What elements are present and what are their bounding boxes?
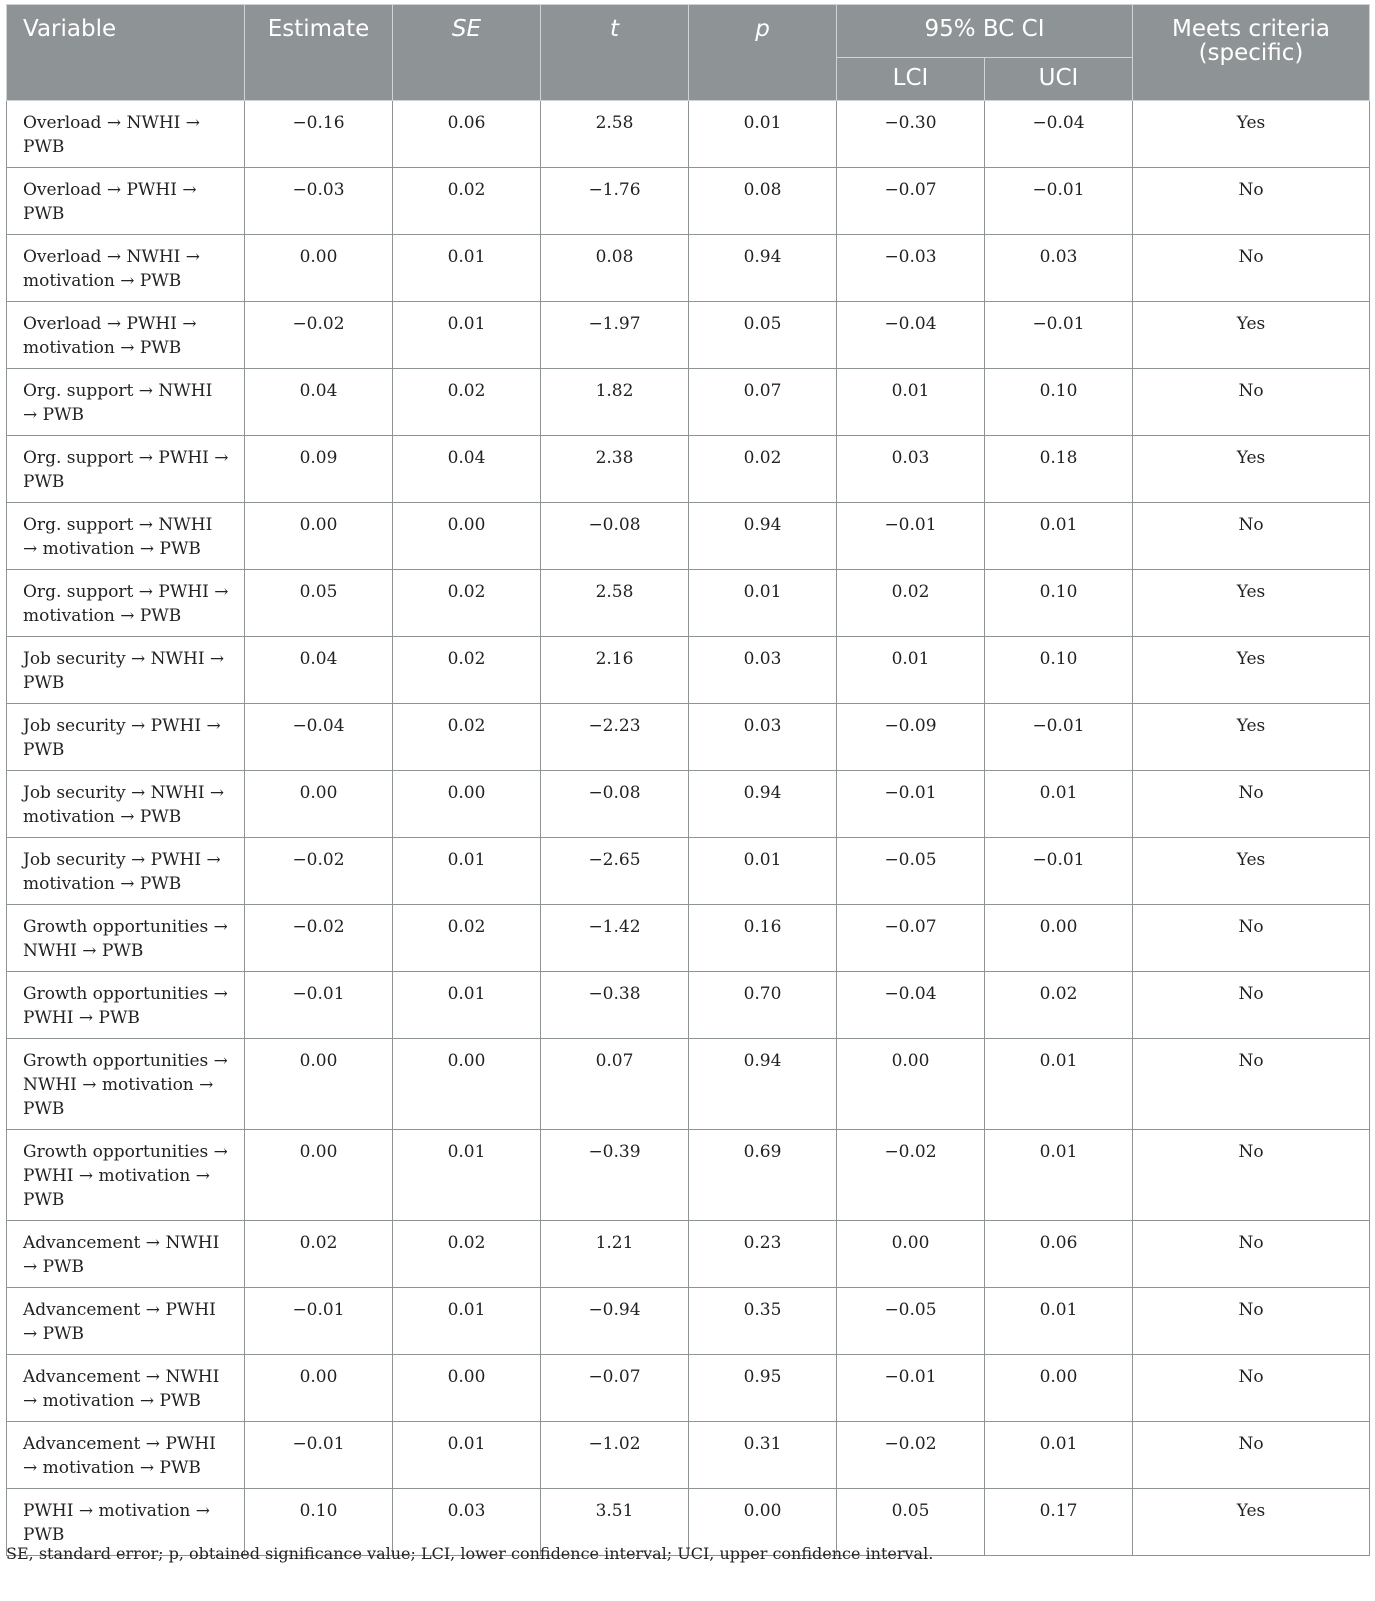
cell-t: −1.76 — [541, 168, 689, 235]
cell-uci: 0.17 — [985, 1489, 1133, 1556]
cell-meets-criteria: Yes — [1133, 302, 1370, 369]
header-ci: 95% BC CI — [837, 5, 1133, 58]
table-row — [7, 302, 1370, 369]
cell-uci: −0.01 — [985, 704, 1133, 771]
cell-se: 0.01 — [393, 235, 541, 302]
table-row — [7, 570, 1370, 637]
cell-se: 0.00 — [393, 1355, 541, 1422]
cell-t: −0.07 — [541, 1355, 689, 1422]
cell-meets-criteria: No — [1133, 168, 1370, 235]
cell-estimate: 0.00 — [245, 235, 393, 302]
table-row — [7, 972, 1370, 1039]
cell-t: −1.97 — [541, 302, 689, 369]
cell-lci: 0.01 — [837, 637, 985, 704]
header-se: SE — [393, 5, 541, 101]
cell-variable: Overload → NWHI → PWB — [7, 101, 245, 168]
cell-se: 0.02 — [393, 1221, 541, 1288]
cell-uci: 0.02 — [985, 972, 1133, 1039]
cell-meets-criteria: Yes — [1133, 101, 1370, 168]
cell-estimate: −0.01 — [245, 1288, 393, 1355]
cell-se: 0.01 — [393, 972, 541, 1039]
cell-se: 0.02 — [393, 369, 541, 436]
cell-estimate: 0.00 — [245, 503, 393, 570]
cell-lci: −0.07 — [837, 168, 985, 235]
table-row — [7, 1355, 1370, 1422]
cell-lci: 0.05 — [837, 1489, 985, 1556]
cell-t: 0.08 — [541, 235, 689, 302]
table-row — [7, 704, 1370, 771]
cell-lci: −0.30 — [837, 101, 985, 168]
cell-meets-criteria: Yes — [1133, 704, 1370, 771]
cell-uci: −0.01 — [985, 168, 1133, 235]
table-row — [7, 168, 1370, 235]
cell-se: 0.01 — [393, 1422, 541, 1489]
cell-t: 2.58 — [541, 101, 689, 168]
cell-p: 0.00 — [689, 1489, 837, 1556]
cell-p: 0.70 — [689, 972, 837, 1039]
cell-estimate: −0.01 — [245, 972, 393, 1039]
cell-se: 0.01 — [393, 1130, 541, 1221]
header-lci: LCI — [837, 58, 985, 101]
cell-lci: −0.04 — [837, 302, 985, 369]
cell-meets-criteria: No — [1133, 369, 1370, 436]
header-uci: UCI — [985, 58, 1133, 101]
header-meets-criteria — [1133, 5, 1370, 101]
cell-variable: Advancement → PWHI → PWB — [7, 1288, 245, 1355]
cell-t: −0.94 — [541, 1288, 689, 1355]
cell-variable: Org. support → NWHI → motivation → PWB — [7, 503, 245, 570]
cell-t: 1.82 — [541, 369, 689, 436]
cell-meets-criteria: No — [1133, 1221, 1370, 1288]
cell-p: 0.94 — [689, 503, 837, 570]
cell-meets-criteria: No — [1133, 1355, 1370, 1422]
header-p: p — [689, 5, 837, 101]
cell-p: 0.94 — [689, 235, 837, 302]
cell-variable: Org. support → PWHI → PWB — [7, 436, 245, 503]
cell-estimate: 0.05 — [245, 570, 393, 637]
table-row — [7, 1288, 1370, 1355]
cell-p: 0.01 — [689, 838, 837, 905]
cell-lci: 0.01 — [837, 369, 985, 436]
cell-variable: Job security → PWHI → motivation → PWB — [7, 838, 245, 905]
cell-p: 0.94 — [689, 1039, 837, 1130]
table-body — [7, 101, 1370, 1556]
cell-t: 1.21 — [541, 1221, 689, 1288]
cell-t: −1.02 — [541, 1422, 689, 1489]
cell-uci: 0.01 — [985, 503, 1133, 570]
cell-se: 0.00 — [393, 503, 541, 570]
cell-variable: Org. support → NWHI → PWB — [7, 369, 245, 436]
cell-meets-criteria: No — [1133, 905, 1370, 972]
cell-variable: Job security → NWHI → motivation → PWB — [7, 771, 245, 838]
cell-variable: Overload → NWHI → motivation → PWB — [7, 235, 245, 302]
cell-uci: 0.03 — [985, 235, 1133, 302]
cell-p: 0.03 — [689, 704, 837, 771]
cell-estimate: −0.02 — [245, 905, 393, 972]
header-estimate: Estimate — [245, 5, 393, 101]
cell-variable: PWHI → motivation → PWB — [7, 1489, 245, 1556]
cell-estimate: −0.03 — [245, 168, 393, 235]
table-row — [7, 503, 1370, 570]
cell-p: 0.94 — [689, 771, 837, 838]
cell-uci: 0.01 — [985, 771, 1133, 838]
cell-t: −0.08 — [541, 771, 689, 838]
cell-t: 2.58 — [541, 570, 689, 637]
cell-p: 0.69 — [689, 1130, 837, 1221]
cell-estimate: 0.00 — [245, 1355, 393, 1422]
cell-t: 2.38 — [541, 436, 689, 503]
cell-variable: Overload → PWHI → motivation → PWB — [7, 302, 245, 369]
cell-meets-criteria: No — [1133, 771, 1370, 838]
cell-lci: 0.02 — [837, 570, 985, 637]
cell-uci: −0.01 — [985, 302, 1133, 369]
cell-lci: −0.07 — [837, 905, 985, 972]
cell-uci: 0.00 — [985, 1355, 1133, 1422]
cell-lci: −0.09 — [837, 704, 985, 771]
cell-lci: 0.00 — [837, 1221, 985, 1288]
table-footnote: SE, standard error; p, obtained significance value; LCI, lower confidence interval; UCI, upper confidence interval. — [6, 1544, 934, 1563]
cell-se: 0.02 — [393, 637, 541, 704]
cell-lci: −0.01 — [837, 771, 985, 838]
cell-uci: −0.01 — [985, 838, 1133, 905]
cell-variable: Advancement → NWHI → motivation → PWB — [7, 1355, 245, 1422]
cell-lci: −0.05 — [837, 1288, 985, 1355]
cell-estimate: 0.10 — [245, 1489, 393, 1556]
cell-estimate: 0.09 — [245, 436, 393, 503]
cell-uci: 0.18 — [985, 436, 1133, 503]
cell-t: 0.07 — [541, 1039, 689, 1130]
cell-meets-criteria: No — [1133, 1288, 1370, 1355]
table-row — [7, 838, 1370, 905]
cell-t: −2.23 — [541, 704, 689, 771]
cell-se: 0.01 — [393, 838, 541, 905]
cell-meets-criteria: No — [1133, 503, 1370, 570]
cell-meets-criteria: Yes — [1133, 570, 1370, 637]
cell-estimate: 0.04 — [245, 369, 393, 436]
cell-lci: −0.02 — [837, 1130, 985, 1221]
cell-p: 0.01 — [689, 570, 837, 637]
table-row — [7, 771, 1370, 838]
cell-variable: Growth opportunities → PWHI → motivation → PWB — [7, 1130, 245, 1221]
cell-estimate: −0.01 — [245, 1422, 393, 1489]
cell-se: 0.02 — [393, 704, 541, 771]
table-row — [7, 637, 1370, 704]
cell-p: 0.08 — [689, 168, 837, 235]
cell-variable: Org. support → PWHI → motivation → PWB — [7, 570, 245, 637]
cell-variable: Growth opportunities → NWHI → PWB — [7, 905, 245, 972]
cell-uci: 0.01 — [985, 1288, 1133, 1355]
table-header — [7, 5, 1370, 101]
header-meets-line1: Meets criteria — [1171, 16, 1331, 42]
cell-p: 0.02 — [689, 436, 837, 503]
cell-estimate: −0.04 — [245, 704, 393, 771]
cell-meets-criteria: No — [1133, 1422, 1370, 1489]
cell-lci: −0.01 — [837, 1355, 985, 1422]
cell-meets-criteria: Yes — [1133, 1489, 1370, 1556]
cell-t: −0.08 — [541, 503, 689, 570]
cell-lci: −0.01 — [837, 503, 985, 570]
cell-meets-criteria: No — [1133, 1130, 1370, 1221]
table-row — [7, 369, 1370, 436]
cell-uci: 0.01 — [985, 1130, 1133, 1221]
table-row — [7, 1130, 1370, 1221]
cell-uci: 0.10 — [985, 570, 1133, 637]
table-row — [7, 1422, 1370, 1489]
cell-meets-criteria: No — [1133, 1039, 1370, 1130]
cell-estimate: 0.00 — [245, 1039, 393, 1130]
cell-se: 0.02 — [393, 570, 541, 637]
table-row — [7, 905, 1370, 972]
cell-t: 3.51 — [541, 1489, 689, 1556]
cell-se: 0.01 — [393, 1288, 541, 1355]
cell-uci: 0.10 — [985, 369, 1133, 436]
cell-meets-criteria: Yes — [1133, 637, 1370, 704]
cell-lci: 0.00 — [837, 1039, 985, 1130]
cell-estimate: −0.02 — [245, 838, 393, 905]
cell-meets-criteria: No — [1133, 235, 1370, 302]
cell-t: −0.38 — [541, 972, 689, 1039]
cell-se: 0.06 — [393, 101, 541, 168]
cell-meets-criteria: Yes — [1133, 838, 1370, 905]
cell-meets-criteria: No — [1133, 972, 1370, 1039]
cell-uci: 0.10 — [985, 637, 1133, 704]
cell-estimate: 0.00 — [245, 1130, 393, 1221]
cell-variable: Advancement → PWHI → motivation → PWB — [7, 1422, 245, 1489]
cell-se: 0.00 — [393, 771, 541, 838]
cell-t: 2.16 — [541, 637, 689, 704]
table-row — [7, 1221, 1370, 1288]
cell-uci: 0.00 — [985, 905, 1133, 972]
cell-estimate: −0.16 — [245, 101, 393, 168]
cell-p: 0.05 — [689, 302, 837, 369]
table-row — [7, 235, 1370, 302]
cell-lci: −0.02 — [837, 1422, 985, 1489]
header-t: t — [541, 5, 689, 101]
cell-t: −0.39 — [541, 1130, 689, 1221]
cell-lci: 0.03 — [837, 436, 985, 503]
cell-estimate: 0.04 — [245, 637, 393, 704]
cell-variable: Overload → PWHI → PWB — [7, 168, 245, 235]
cell-p: 0.16 — [689, 905, 837, 972]
header-meets-line2: (specific) — [1198, 40, 1304, 66]
cell-p: 0.35 — [689, 1288, 837, 1355]
cell-p: 0.03 — [689, 637, 837, 704]
cell-variable: Growth opportunities → NWHI → motivation → PWB — [7, 1039, 245, 1130]
cell-se: 0.01 — [393, 302, 541, 369]
mediation-results-table — [6, 4, 1370, 1556]
cell-estimate: −0.02 — [245, 302, 393, 369]
results-table-container — [6, 4, 1369, 1556]
cell-uci: −0.04 — [985, 101, 1133, 168]
table-row — [7, 101, 1370, 168]
cell-variable: Growth opportunities → PWHI → PWB — [7, 972, 245, 1039]
cell-p: 0.07 — [689, 369, 837, 436]
cell-uci: 0.06 — [985, 1221, 1133, 1288]
cell-lci: −0.03 — [837, 235, 985, 302]
cell-variable: Advancement → NWHI → PWB — [7, 1221, 245, 1288]
cell-p: 0.31 — [689, 1422, 837, 1489]
cell-t: −1.42 — [541, 905, 689, 972]
cell-lci: −0.04 — [837, 972, 985, 1039]
cell-t: −2.65 — [541, 838, 689, 905]
header-variable: Variable — [7, 5, 245, 101]
table-row — [7, 436, 1370, 503]
cell-se: 0.03 — [393, 1489, 541, 1556]
cell-se: 0.02 — [393, 905, 541, 972]
cell-estimate: 0.00 — [245, 771, 393, 838]
cell-se: 0.00 — [393, 1039, 541, 1130]
cell-se: 0.04 — [393, 436, 541, 503]
cell-estimate: 0.02 — [245, 1221, 393, 1288]
cell-variable: Job security → PWHI → PWB — [7, 704, 245, 771]
cell-p: 0.23 — [689, 1221, 837, 1288]
cell-meets-criteria: Yes — [1133, 436, 1370, 503]
cell-p: 0.95 — [689, 1355, 837, 1422]
cell-uci: 0.01 — [985, 1039, 1133, 1130]
cell-lci: −0.05 — [837, 838, 985, 905]
table-row — [7, 1039, 1370, 1130]
cell-variable: Job security → NWHI → PWB — [7, 637, 245, 704]
cell-uci: 0.01 — [985, 1422, 1133, 1489]
cell-se: 0.02 — [393, 168, 541, 235]
cell-p: 0.01 — [689, 101, 837, 168]
